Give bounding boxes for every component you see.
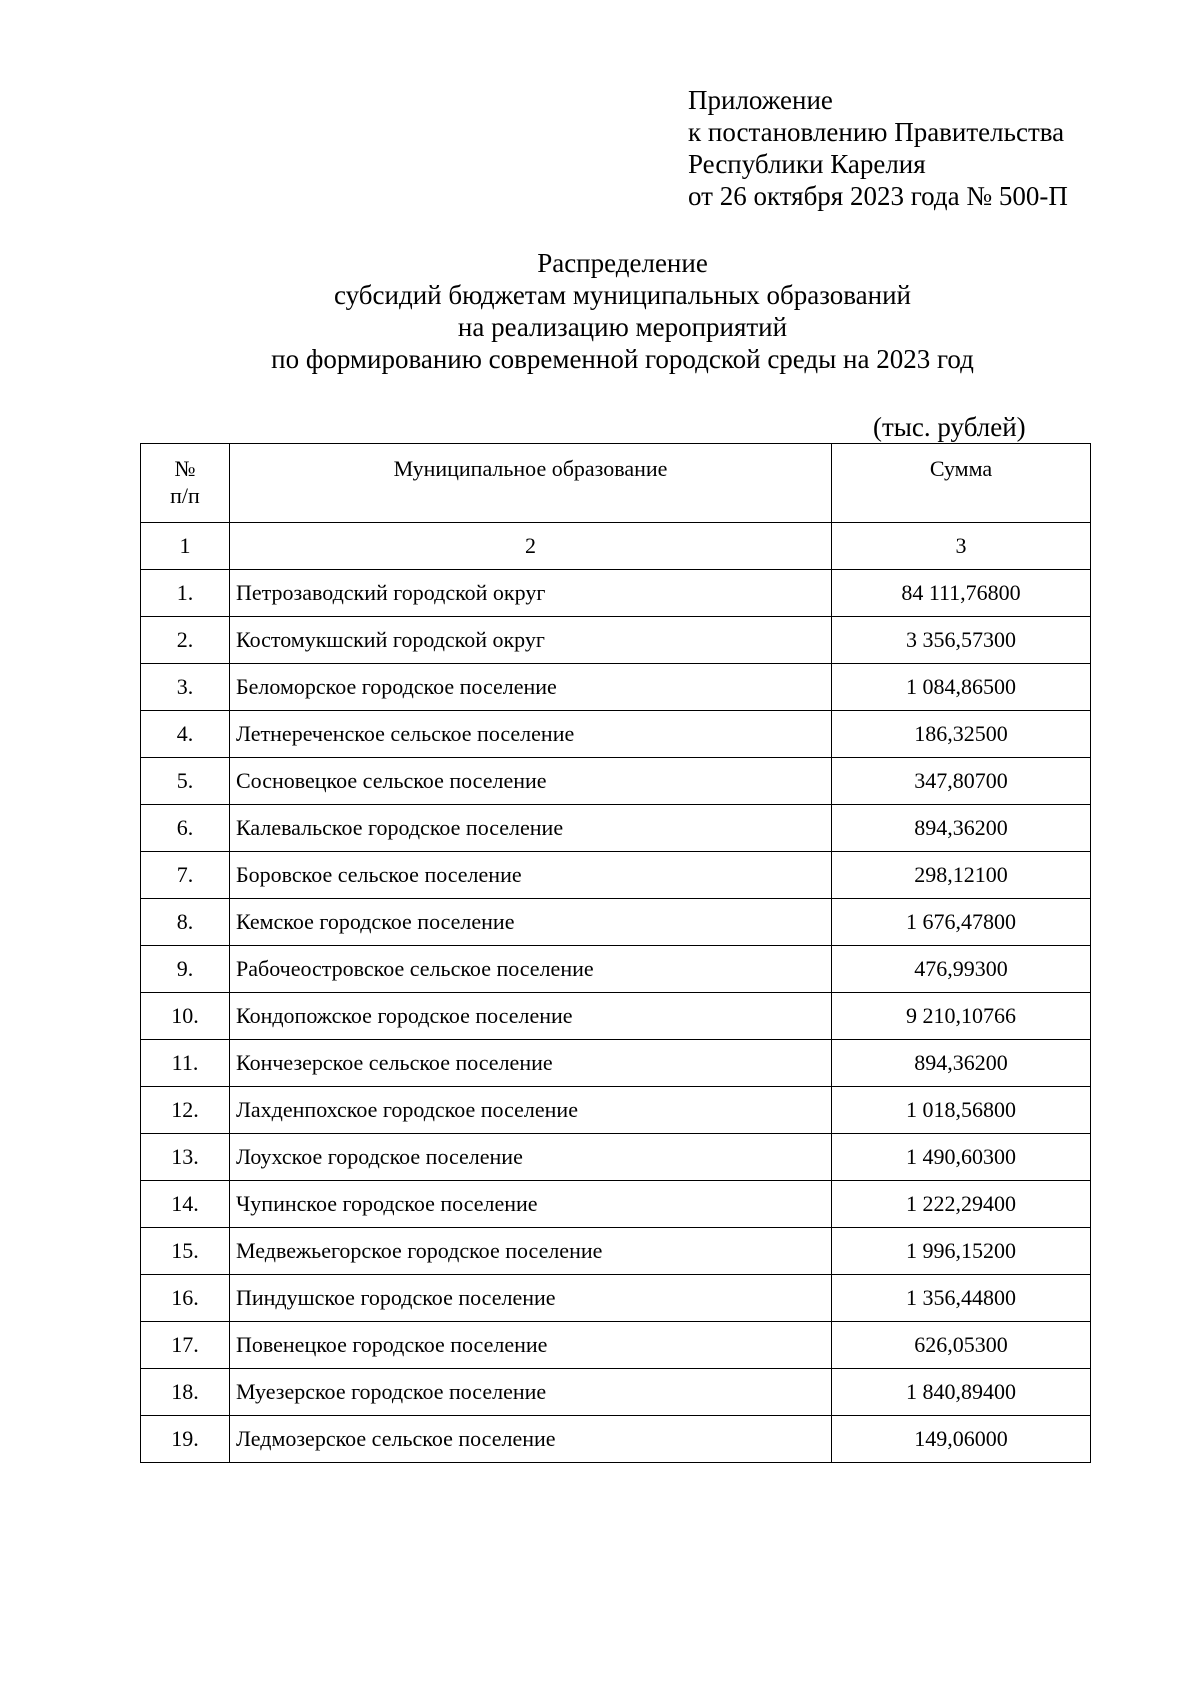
row-number: 7. [141, 852, 230, 899]
municipality-name: Лоухское городское поселение [230, 1134, 832, 1181]
subsidy-amount: 1 222,29400 [832, 1181, 1091, 1228]
municipality-name: Петрозаводский городской округ [230, 570, 832, 617]
table-header-row [141, 444, 1091, 523]
subsidy-amount: 1 996,15200 [832, 1228, 1091, 1275]
table-row [141, 664, 1091, 711]
row-number: 6. [141, 805, 230, 852]
municipality-name: Костомукшский городской округ [230, 617, 832, 664]
units-label: (тыс. рублей) [873, 412, 1026, 442]
row-number: 8. [141, 899, 230, 946]
appendix-line: от 26 октября 2023 года № 500-П [688, 181, 1068, 211]
subsidy-amount: 298,12100 [832, 852, 1091, 899]
row-number: 18. [141, 1369, 230, 1416]
table-row [141, 852, 1091, 899]
row-number: 16. [141, 1275, 230, 1322]
subsidy-amount: 149,06000 [832, 1416, 1091, 1463]
header-sum: Сумма [832, 444, 1091, 523]
subsidy-amount: 1 676,47800 [832, 899, 1091, 946]
appendix-block [688, 84, 1068, 212]
table-row [141, 946, 1091, 993]
municipality-name: Лахденпохское городское поселение [230, 1087, 832, 1134]
subsidy-amount: 1 018,56800 [832, 1087, 1091, 1134]
title-line: на реализацию мероприятий [457, 312, 788, 342]
table-row [141, 1369, 1091, 1416]
subsidy-amount: 1 356,44800 [832, 1275, 1091, 1322]
row-number: 9. [141, 946, 230, 993]
subsidy-amount: 9 210,10766 [832, 993, 1091, 1040]
table-row [141, 1087, 1091, 1134]
subsidy-amount: 186,32500 [832, 711, 1091, 758]
municipality-name: Боровское сельское поселение [230, 852, 832, 899]
row-number: 19. [141, 1416, 230, 1463]
row-number: 3. [141, 664, 230, 711]
municipality-name: Пиндушское городское поселение [230, 1275, 832, 1322]
municipality-name: Ледмозерское сельское поселение [230, 1416, 832, 1463]
row-number: 11. [141, 1040, 230, 1087]
subsidy-amount: 476,99300 [832, 946, 1091, 993]
title-line: по формированию современной городской среды на 2023 год [271, 344, 974, 374]
municipality-name: Повенецкое городское поселение [230, 1322, 832, 1369]
row-number: 13. [141, 1134, 230, 1181]
subsidy-amount: 3 356,57300 [832, 617, 1091, 664]
header-num [141, 444, 230, 523]
title-line: Распределение [537, 248, 708, 278]
municipality-name: Калевальское городское поселение [230, 805, 832, 852]
table-row [141, 1228, 1091, 1275]
document-title [0, 247, 1200, 375]
row-number: 12. [141, 1087, 230, 1134]
table-row [141, 711, 1091, 758]
header-num-line2: п/п [170, 483, 200, 508]
municipality-name: Кончезерское сельское поселение [230, 1040, 832, 1087]
table-row [141, 993, 1091, 1040]
row-number: 10. [141, 993, 230, 1040]
appendix-line: Приложение [688, 85, 833, 115]
row-number: 1. [141, 570, 230, 617]
municipality-name: Сосновецкое сельское поселение [230, 758, 832, 805]
column-number-row [141, 523, 1091, 570]
subsidy-amount: 1 084,86500 [832, 664, 1091, 711]
table-row [141, 1040, 1091, 1087]
appendix-line: к постановлению Правительства [688, 117, 1065, 147]
municipality-name: Кондопожское городское поселение [230, 993, 832, 1040]
subsidy-amount: 1 490,60300 [832, 1134, 1091, 1181]
row-number: 15. [141, 1228, 230, 1275]
row-number: 2. [141, 617, 230, 664]
table-row [141, 899, 1091, 946]
row-number: 5. [141, 758, 230, 805]
distribution-table [140, 443, 1091, 1463]
subsidy-amount: 347,80700 [832, 758, 1091, 805]
table-row [141, 1181, 1091, 1228]
table-row [141, 1134, 1091, 1181]
table-row [141, 1416, 1091, 1463]
subsidy-amount: 626,05300 [832, 1322, 1091, 1369]
subsidy-amount: 84 111,76800 [832, 570, 1091, 617]
table-row [141, 1322, 1091, 1369]
column-number: 3 [832, 523, 1091, 570]
municipality-name: Кемское городское поселение [230, 899, 832, 946]
municipality-name: Рабочеостровское сельское поселение [230, 946, 832, 993]
table-row [141, 758, 1091, 805]
row-number: 14. [141, 1181, 230, 1228]
municipality-name: Беломорское городское поселение [230, 664, 832, 711]
subsidy-amount: 894,36200 [832, 1040, 1091, 1087]
header-num-line1: № [174, 456, 196, 481]
municipality-name: Чупинское городское поселение [230, 1181, 832, 1228]
municipality-name: Муезерское городское поселение [230, 1369, 832, 1416]
municipality-name: Летнереченское сельское поселение [230, 711, 832, 758]
subsidy-amount: 1 840,89400 [832, 1369, 1091, 1416]
appendix-line: Республики Карелия [688, 149, 926, 179]
subsidy-amount: 894,36200 [832, 805, 1091, 852]
title-line: субсидий бюджетам муниципальных образований [334, 280, 911, 310]
table-row [141, 617, 1091, 664]
column-number: 1 [141, 523, 230, 570]
column-number: 2 [230, 523, 832, 570]
row-number: 17. [141, 1322, 230, 1369]
row-number: 4. [141, 711, 230, 758]
table-row [141, 570, 1091, 617]
municipality-name: Медвежьегорское городское поселение [230, 1228, 832, 1275]
table-row [141, 805, 1091, 852]
header-name: Муниципальное образование [230, 444, 832, 523]
table-row [141, 1275, 1091, 1322]
